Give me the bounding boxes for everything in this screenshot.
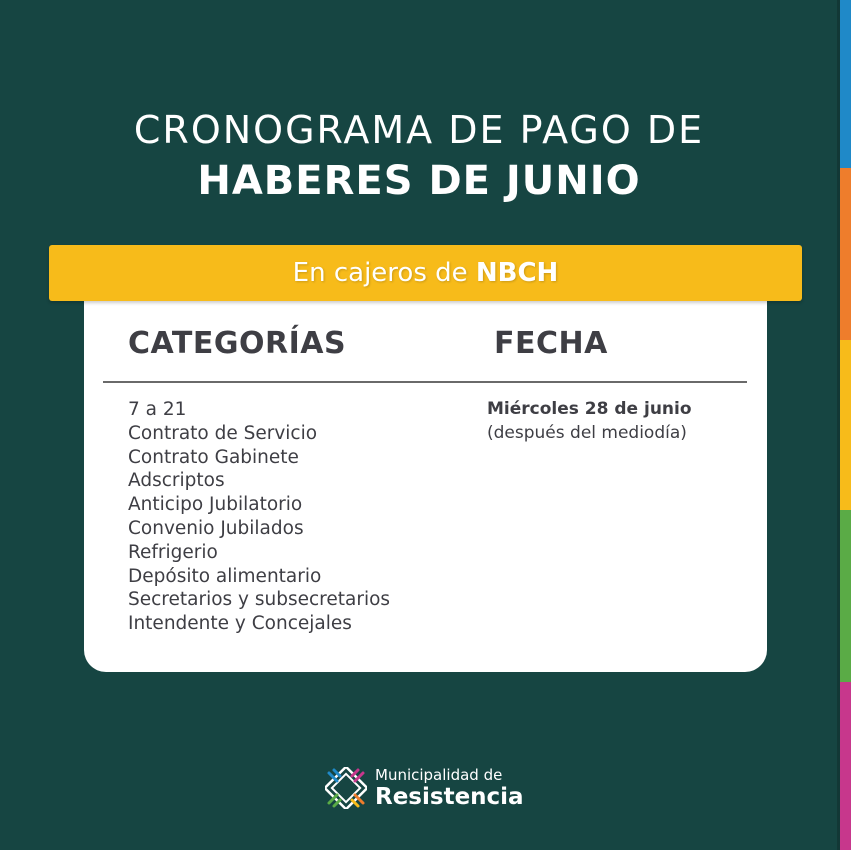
header-date: FECHA — [494, 326, 608, 361]
logo-line-2: Resistencia — [375, 784, 524, 810]
title-line-2: HABERES DE JUNIO — [197, 158, 641, 204]
list-item: Depósito alimentario — [128, 565, 322, 587]
list-item: Refrigerio — [128, 541, 218, 563]
payment-banner — [49, 245, 802, 301]
header-divider — [103, 381, 747, 383]
side-stripe-blue — [840, 0, 851, 168]
list-item: Adscriptos — [128, 470, 225, 492]
side-stripe-green — [840, 510, 851, 682]
list-item: Intendente y Concejales — [128, 613, 352, 635]
list-item: 7 a 21 — [128, 399, 187, 420]
header-categories: CATEGORÍAS — [128, 326, 347, 361]
side-stripe-orange — [840, 168, 851, 340]
list-item: Anticipo Jubilatorio — [128, 494, 303, 516]
category-list — [128, 398, 390, 636]
municipal-logo-text — [375, 766, 524, 810]
list-item: Contrato de Servicio — [128, 422, 318, 444]
list-item: Secretarios y subsecretarios — [128, 589, 391, 611]
payment-date-note: (después del mediodía) — [487, 423, 687, 443]
list-item: Convenio Jubilados — [128, 517, 304, 539]
logo-line-1: Municipalidad de — [375, 766, 503, 784]
title-line-1: CRONOGRAMA DE PAGO DE — [133, 108, 705, 152]
side-stripe-yellow — [840, 340, 851, 510]
payment-date: Miércoles 28 de junio — [487, 399, 692, 419]
banner-bank: NBCH — [475, 258, 559, 288]
list-item: Contrato Gabinete — [128, 446, 299, 468]
municipal-logo-icon — [325, 767, 367, 809]
banner-prefix: En cajeros de — [292, 258, 476, 288]
side-stripe-magenta — [840, 682, 851, 850]
